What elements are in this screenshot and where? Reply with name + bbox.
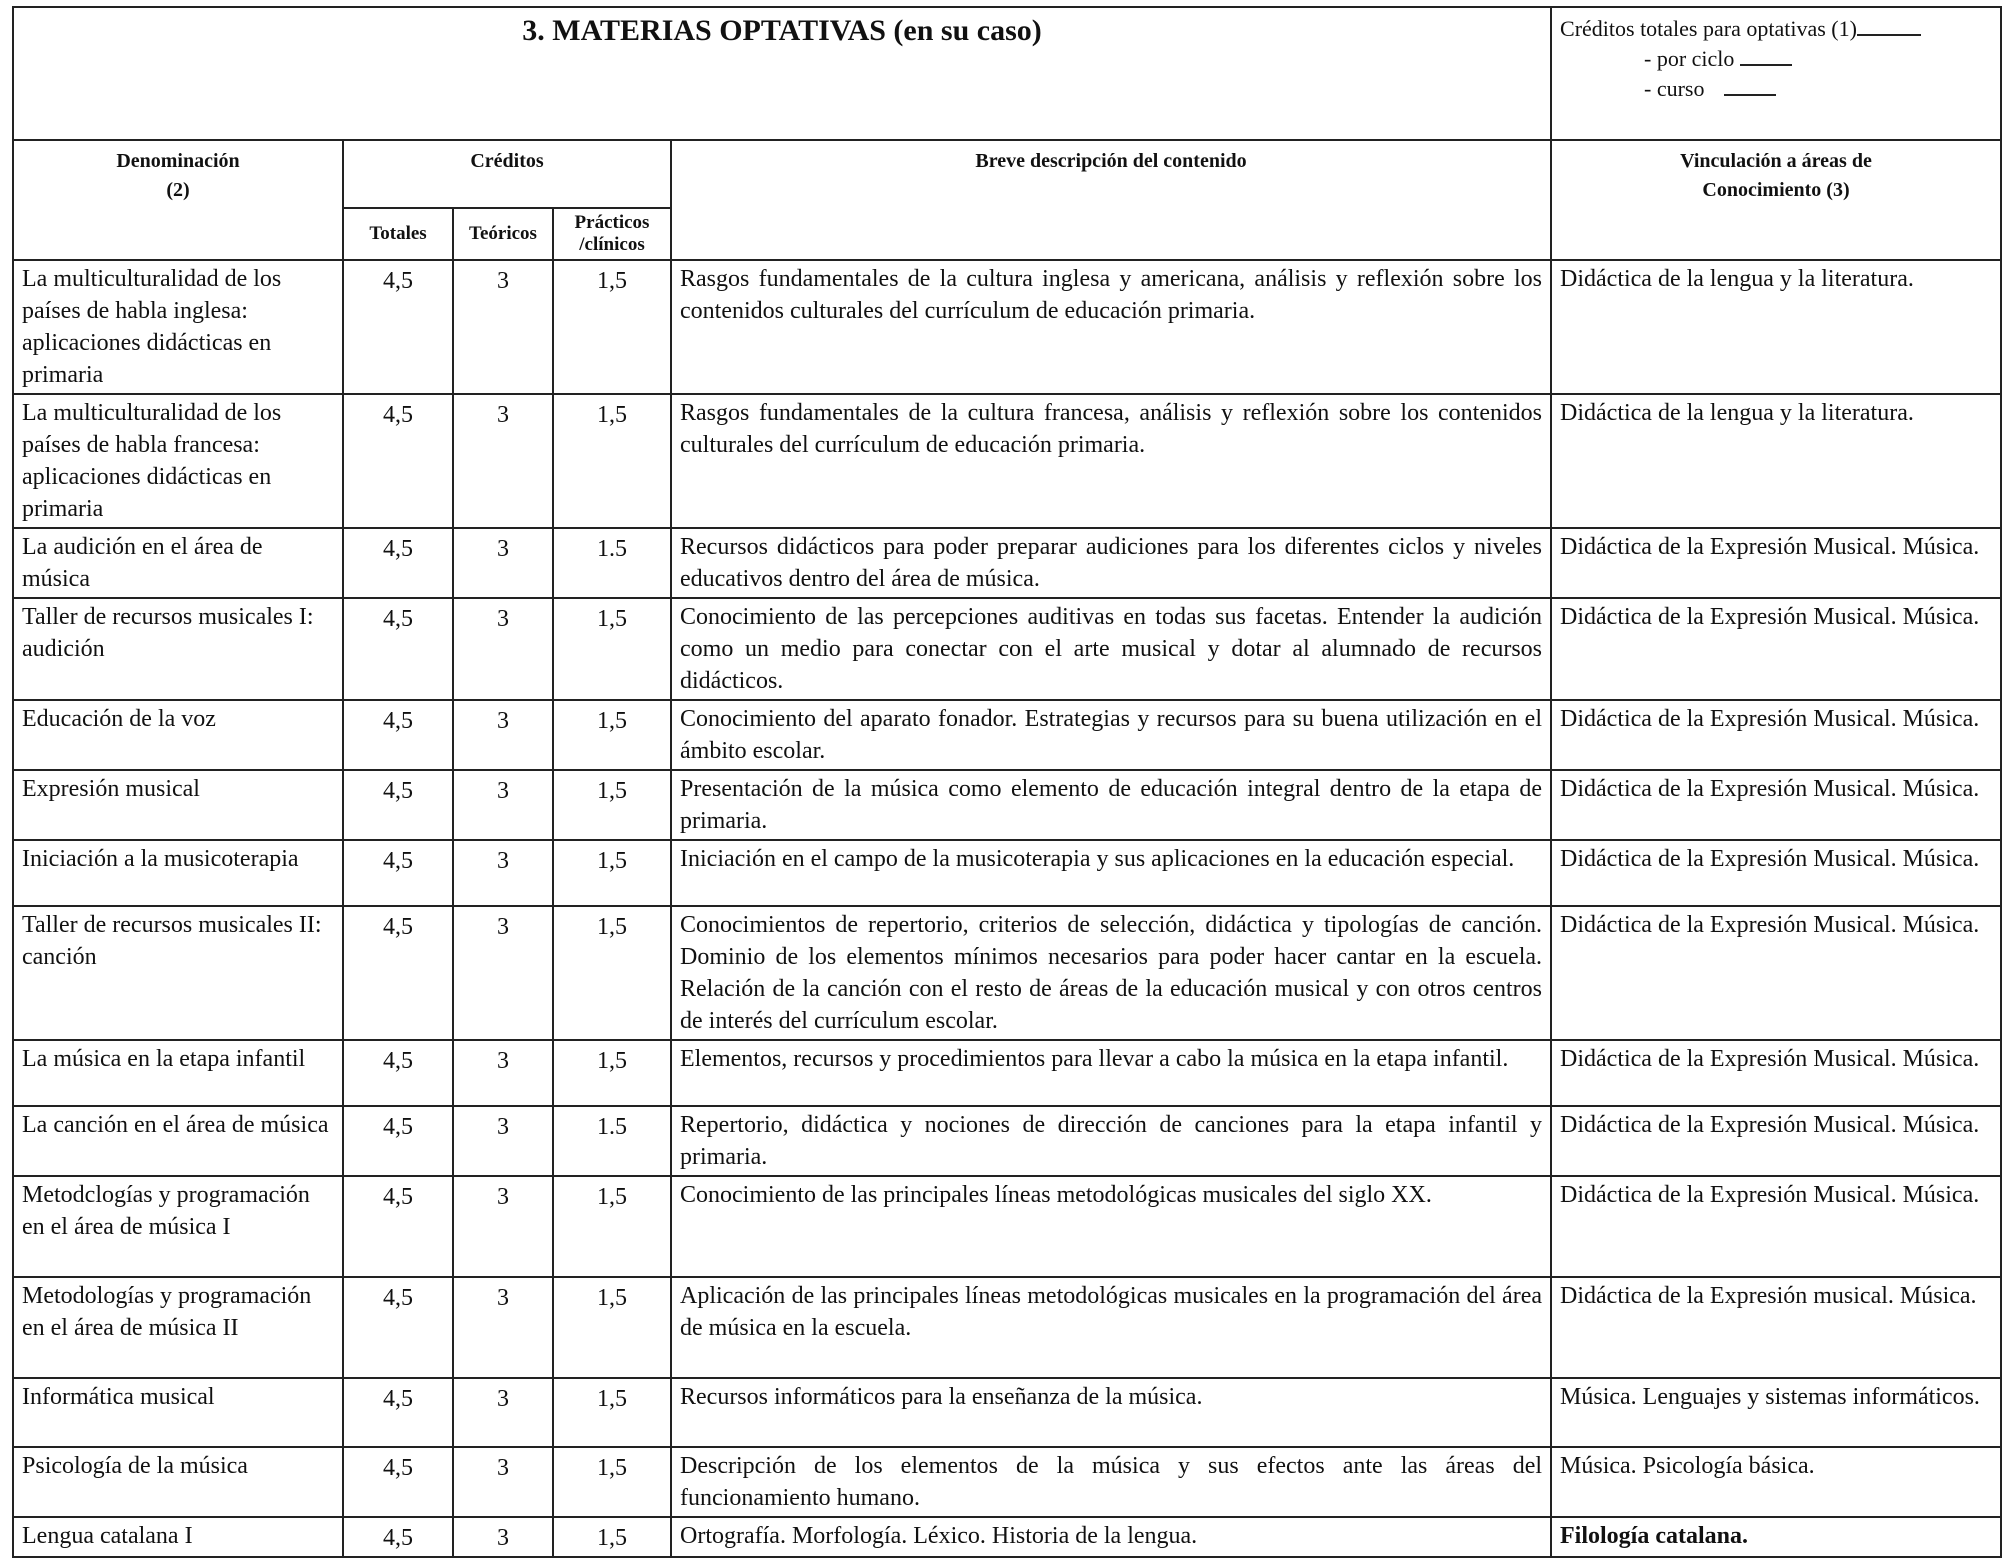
header-vinculacion-line1: Vinculación a áreas de [1680,150,1872,172]
per-course-blank [1724,94,1776,96]
subject-name: Expresión musical [13,770,343,840]
credits-totales: 4,5 [343,260,453,394]
subject-description: Ortografía. Morfología. Léxico. Historia de la lengua. [671,1517,1551,1557]
knowledge-area: Didáctica de la Expresión Musical. Música. [1551,1106,2001,1176]
section-title [13,7,1551,140]
knowledge-area: Didáctica de la lengua y la literatura. [1551,394,2001,528]
credits-totales: 4,5 [343,1517,453,1557]
credits-teoricos: 3 [453,906,553,1040]
subject-name: Metodologías y programación en el área de música II [13,1277,343,1378]
header-teoricos-label: Teóricos [469,223,537,244]
credits-teoricos: 3 [453,1277,553,1378]
credits-total-label: Créditos totales para optativas (1) [1560,16,1857,41]
credits-totales: 4,5 [343,1176,453,1277]
credits-teoricos: 3 [453,1040,553,1106]
table-row [13,1378,2001,1447]
per-cycle-blank [1740,64,1792,66]
table-row [13,1106,2001,1176]
credits-practicos: 1,5 [553,1277,671,1378]
credits-practicos: 1,5 [553,1176,671,1277]
subject-name: Iniciación a la musicoterapia [13,840,343,906]
credits-practicos: 1,5 [553,700,671,770]
credits-totales: 4,5 [343,1378,453,1447]
header-practicos [553,208,671,260]
header-denominacion-label: Denominación [116,150,240,172]
header-practicos-line2: /clínicos [579,234,645,255]
credits-practicos: 1,5 [553,598,671,700]
credits-totales: 4,5 [343,840,453,906]
subject-description: Conocimiento de las percepciones auditivas en todas sus facetas. Entender la audición como un medio para conectar con el arte musical y dotar al alumnado de recursos didácticos. [671,598,1551,700]
optional-subjects-sheet [12,6,2000,1558]
subject-description: Recursos informáticos para la enseñanza de la música. [671,1378,1551,1447]
knowledge-area: Didáctica de la Expresión Musical. Música. [1551,700,2001,770]
credits-practicos: 1,5 [553,1378,671,1447]
knowledge-area: Didáctica de la Expresión Musical. Música. [1551,840,2001,906]
knowledge-area: Didáctica de la Expresión Musical. Música. [1551,1040,2001,1106]
table-row [13,1277,2001,1378]
knowledge-area: Didáctica de la lengua y la literatura. [1551,260,2001,394]
knowledge-area: Filología catalana. [1551,1517,2001,1557]
subject-name: Lengua catalana I [13,1517,343,1557]
credits-total-blank [1857,34,1921,36]
credits-practicos: 1,5 [553,1040,671,1106]
credits-teoricos: 3 [453,598,553,700]
table-row [13,1447,2001,1517]
subject-name: Taller de recursos musicales II: canción [13,906,343,1040]
subject-description: Repertorio, didáctica y nociones de dirección de canciones para la etapa infantil y primaria. [671,1106,1551,1176]
credits-totales: 4,5 [343,1447,453,1517]
credits-teoricos: 3 [453,1176,553,1277]
header-creditos-label: Créditos [470,150,544,172]
section-title-text: 3. MATERIAS OPTATIVAS (en su caso) [522,14,1042,47]
header-descripcion [671,140,1551,260]
credits-practicos: 1,5 [553,770,671,840]
credits-totales: 4,5 [343,1040,453,1106]
subject-name: Taller de recursos musicales I: audición [13,598,343,700]
subject-name: La multiculturalidad de los países de habla inglesa: aplicaciones didácticas en primaria [13,260,343,394]
credits-teoricos: 3 [453,1517,553,1557]
subject-name: Psicología de la música [13,1447,343,1517]
header-denominacion-note: (2) [166,179,190,201]
credits-totales: 4,5 [343,1277,453,1378]
credits-totales: 4,5 [343,598,453,700]
table-row [13,528,2001,598]
subject-name: La multiculturalidad de los países de habla francesa: aplicaciones didácticas en primaria [13,394,343,528]
subject-name: La audición en el área de música [13,528,343,598]
table-row [13,1040,2001,1106]
subject-name: Informática musical [13,1378,343,1447]
subject-description: Conocimiento del aparato fonador. Estrategias y recursos para su buena utilización en el ámbito escolar. [671,700,1551,770]
table-row [13,770,2001,840]
credits-totales: 4,5 [343,700,453,770]
credits-total-box [1551,7,2001,140]
table-row [13,1176,2001,1277]
credits-practicos: 1,5 [553,840,671,906]
table-row [13,906,2001,1040]
knowledge-area: Didáctica de la Expresión musical. Música. [1551,1277,2001,1378]
subjects-body [13,260,2001,1557]
subject-description: Rasgos fundamentales de la cultura francesa, análisis y reflexión sobre los contenidos culturales del currículum de educación primaria. [671,394,1551,528]
credits-practicos: 1,5 [553,394,671,528]
subject-description: Conocimientos de repertorio, criterios de selección, didáctica y tipologías de canción. Dominio de los elementos mínimos necesarios para poder hacer cantar en la escuela. Relación de la canción con el resto de áreas de la educación musical y con otros centros de interés del currículum escolar. [671,906,1551,1040]
table-row [13,840,2001,906]
knowledge-area: Didáctica de la Expresión Musical. Música. [1551,598,2001,700]
optional-subjects-table [12,6,2002,1558]
header-creditos [343,140,671,208]
header-descripcion-label: Breve descripción del contenido [975,150,1247,172]
header-totales [343,208,453,260]
subject-description: Presentación de la música como elemento de educación integral dentro de la etapa de primaria. [671,770,1551,840]
credits-teoricos: 3 [453,528,553,598]
credits-totales: 4,5 [343,770,453,840]
subject-name: Educación de la voz [13,700,343,770]
table-row [13,394,2001,528]
subject-description: Aplicación de las principales líneas metodológicas musicales en la programación del área de música en la escuela. [671,1277,1551,1378]
subject-description: Iniciación en el campo de la musicoterapia y sus aplicaciones en la educación especial. [671,840,1551,906]
subject-name: La música en la etapa infantil [13,1040,343,1106]
per-course-label: - curso [1644,76,1705,101]
header-denominacion [13,140,343,260]
table-row [13,260,2001,394]
knowledge-area: Música. Psicología básica. [1551,1447,2001,1517]
header-totales-label: Totales [369,223,427,244]
subject-description: Recursos didácticos para poder preparar audiciones para los diferentes ciclos y niveles educativos dentro del área de música. [671,528,1551,598]
credits-totales: 4,5 [343,1106,453,1176]
credits-practicos: 1,5 [553,1447,671,1517]
header-vinculacion [1551,140,2001,260]
subject-description: Conocimiento de las principales líneas metodológicas musicales del siglo XX. [671,1176,1551,1277]
credits-totales: 4,5 [343,906,453,1040]
subject-description: Descripción de los elementos de la música y sus efectos ante las áreas del funcionamiento humano. [671,1447,1551,1517]
knowledge-area: Didáctica de la Expresión Musical. Música. [1551,1176,2001,1277]
credits-teoricos: 3 [453,840,553,906]
credits-teoricos: 3 [453,394,553,528]
credits-totales: 4,5 [343,394,453,528]
header-teoricos [453,208,553,260]
credits-teoricos: 3 [453,1106,553,1176]
credits-totales: 4,5 [343,528,453,598]
credits-practicos: 1.5 [553,1106,671,1176]
knowledge-area: Música. Lenguajes y sistemas informáticos. [1551,1378,2001,1447]
knowledge-area: Didáctica de la Expresión Musical. Música. [1551,528,2001,598]
knowledge-area: Didáctica de la Expresión Musical. Música. [1551,906,2001,1040]
credits-teoricos: 3 [453,770,553,840]
subject-name: Metodclogías y programación en el área de música I [13,1176,343,1277]
subject-description: Elementos, recursos y procedimientos para llevar a cabo la música en la etapa infantil. [671,1040,1551,1106]
credits-teoricos: 3 [453,1447,553,1517]
credits-teoricos: 3 [453,700,553,770]
credits-practicos: 1.5 [553,528,671,598]
table-row [13,598,2001,700]
credits-teoricos: 3 [453,1378,553,1447]
credits-teoricos: 3 [453,260,553,394]
subject-name: La canción en el área de música [13,1106,343,1176]
table-row [13,700,2001,770]
header-practicos-line1: Prácticos [574,212,650,233]
per-cycle-label: - por ciclo [1644,46,1735,71]
credits-practicos: 1,5 [553,906,671,1040]
subject-description: Rasgos fundamentales de la cultura inglesa y americana, análisis y reflexión sobre los contenidos culturales del currículum de educación primaria. [671,260,1551,394]
credits-practicos: 1,5 [553,1517,671,1557]
table-row [13,1517,2001,1557]
header-vinculacion-line2: Conocimiento (3) [1702,179,1850,201]
knowledge-area: Didáctica de la Expresión Musical. Música. [1551,770,2001,840]
credits-practicos: 1,5 [553,260,671,394]
